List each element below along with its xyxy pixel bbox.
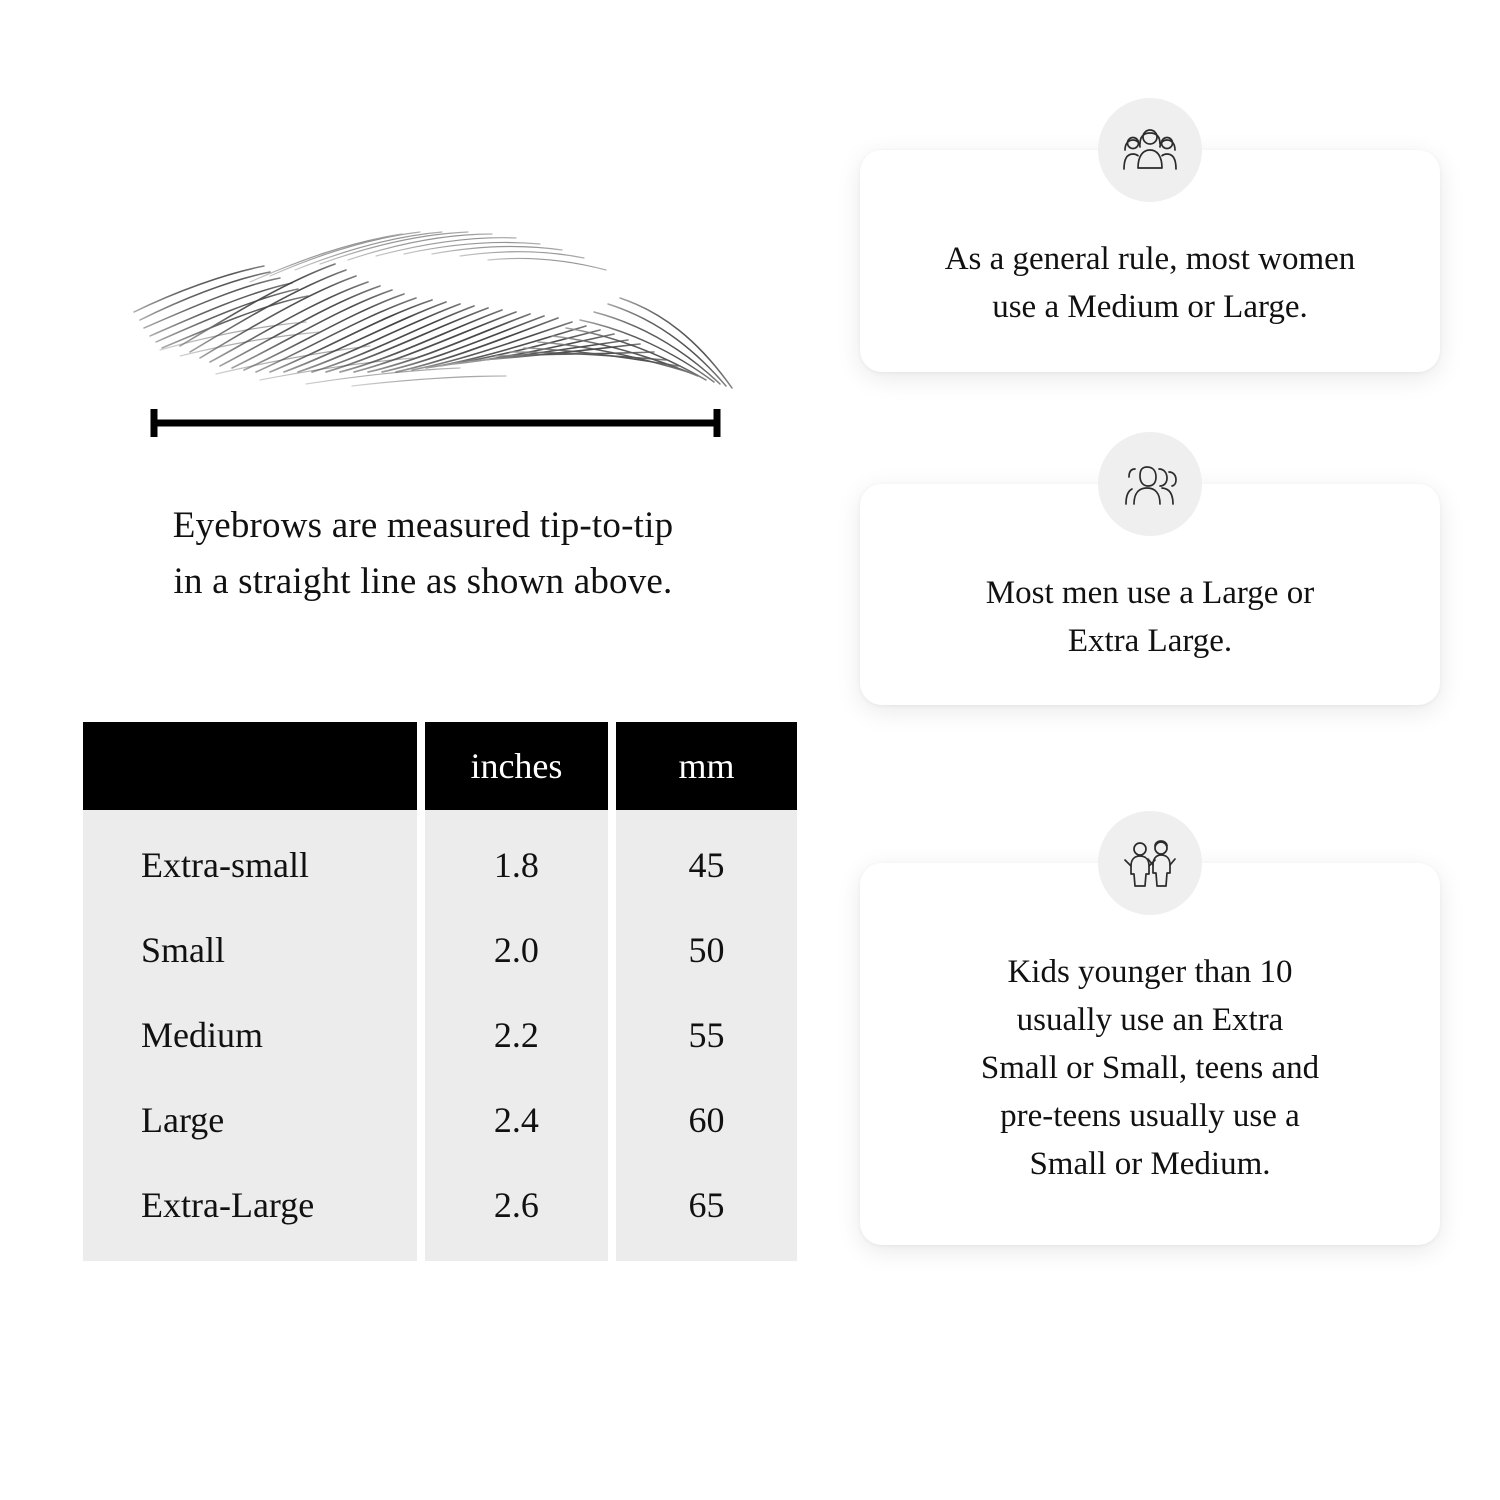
size-table [75,722,805,1261]
header-size [83,722,417,810]
women-group-icon [1098,98,1202,202]
cell-inches: 2.4 [425,1077,608,1162]
tip-card-kids [860,863,1440,1244]
tip-line-1: Most men use a Large or [985,574,1315,611]
tip-line-4: pre-teens usually use a [1000,1097,1300,1134]
cell-size-name: Small [83,907,417,992]
tip-line-2: usually use an Extra [1016,1002,1284,1039]
cell-inches: 2.6 [425,1162,608,1261]
cell-mm: 55 [616,992,797,1077]
measurement-bar [148,408,723,438]
table-row [83,907,797,992]
tip-card-men [860,484,1440,706]
men-group-icon [1098,432,1202,536]
tip-line-5: Small or Medium. [1029,1145,1271,1182]
tip-line-1: Kids younger than 10 [1007,954,1293,991]
table-header-row [83,722,797,810]
table-row [83,1077,797,1162]
caption-line-1: Eyebrows are measured tip-to-tip [172,505,674,546]
measurement-panel [75,150,795,609]
kids-icon [1098,811,1202,915]
cell-mm: 50 [616,907,797,992]
cell-size-name: Medium [83,992,417,1077]
header-inches: inches [425,722,608,810]
caption-line-2: in a straight line as shown above. [173,560,673,602]
cell-mm: 60 [616,1077,797,1162]
tip-card-women [860,150,1440,372]
cell-mm: 45 [616,810,797,907]
cell-size-name: Extra-small [83,810,417,907]
cell-inches: 2.0 [425,907,608,992]
tip-card-body [860,863,1440,1244]
table-row [83,992,797,1077]
tip-line-1: As a general rule, most women [944,241,1356,277]
table-row [83,810,797,907]
tip-line-2: use a Medium or Large. [992,288,1308,325]
cell-size-name: Large [83,1077,417,1162]
measurement-caption [93,498,753,609]
cell-mm: 65 [616,1162,797,1261]
cell-inches: 1.8 [425,810,608,907]
tip-line-3: Small or Small, teens and [980,1050,1320,1087]
cell-inches: 2.2 [425,992,608,1077]
eyebrow-illustration [120,150,760,400]
table-row [83,1162,797,1261]
cell-size-name: Extra-Large [83,1162,417,1261]
header-mm: mm [616,722,797,810]
tips-panel [860,150,1440,1313]
tip-line-2: Extra Large. [1067,622,1233,659]
